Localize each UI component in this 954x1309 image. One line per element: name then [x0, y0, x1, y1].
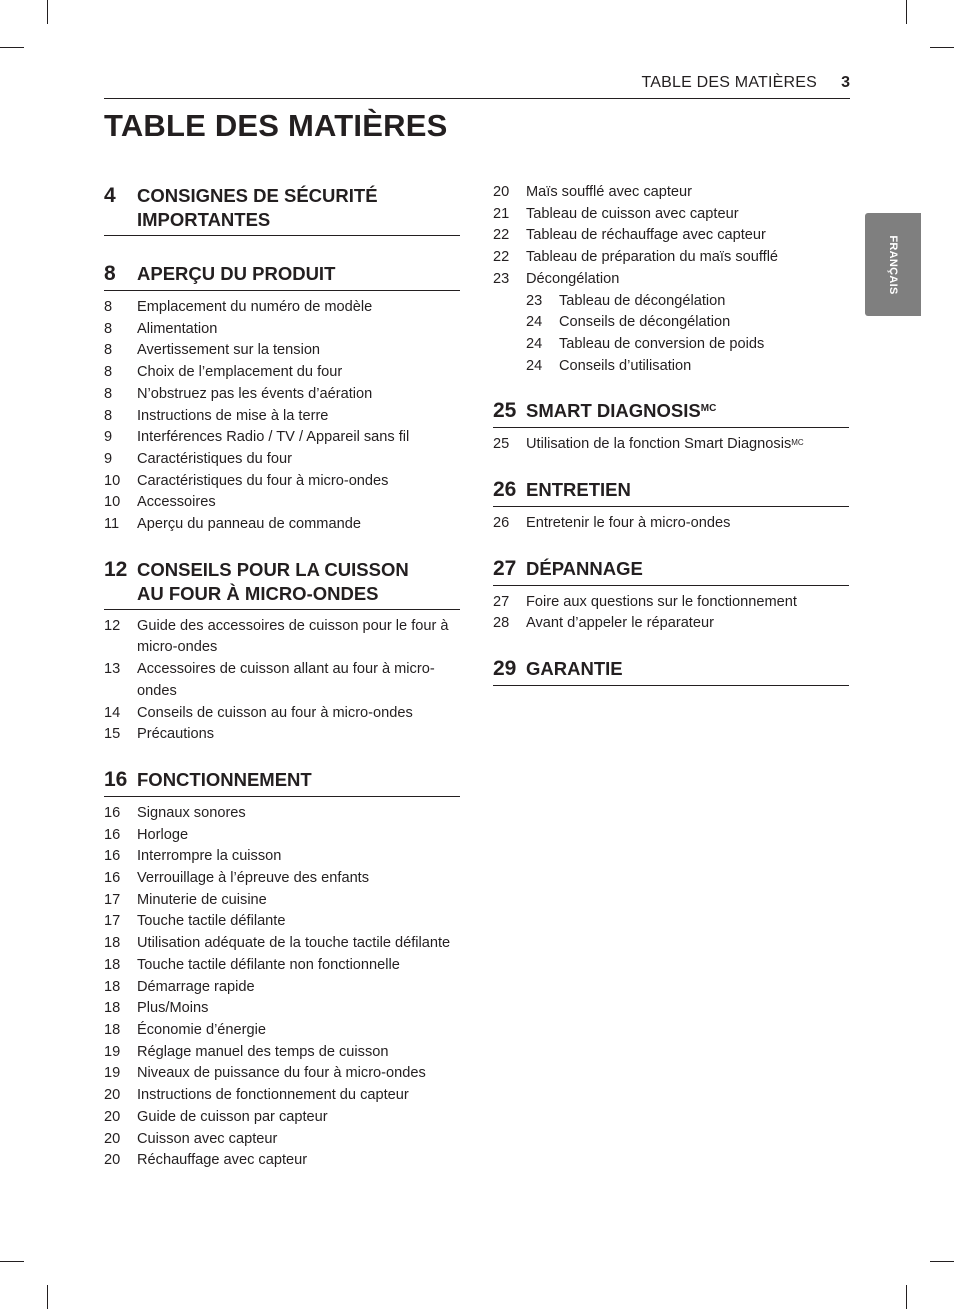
entry-page: 16 — [104, 848, 121, 865]
page-title: TABLE DES MATIÈRES — [104, 108, 448, 143]
toc-entry[interactable] — [104, 825, 460, 847]
section-heading[interactable] — [493, 397, 849, 428]
entry-page: 8 — [104, 320, 113, 337]
toc-entry[interactable] — [104, 724, 460, 746]
trademark-superscript: MC — [791, 438, 804, 448]
toc-entry[interactable] — [104, 1129, 460, 1151]
toc-entry[interactable] — [104, 616, 460, 659]
entry-list — [493, 182, 849, 377]
toc-entry[interactable] — [104, 703, 460, 725]
entry-text: Tableau de réchauffage avec capteur — [526, 227, 766, 244]
running-header — [104, 72, 850, 99]
section-title-text: SMART DIAGNOSIS — [526, 400, 701, 422]
toc-left-column — [104, 182, 460, 1172]
entry-text: Caractéristiques du four — [137, 450, 292, 467]
toc-entry[interactable] — [104, 955, 460, 977]
section-page-number: 8 — [104, 262, 116, 285]
entry-page: 20 — [104, 1108, 121, 1125]
entry-list — [493, 513, 849, 535]
toc-entry[interactable] — [104, 659, 460, 702]
entry-text: Conseils de décongélation — [559, 314, 731, 331]
entry-page: 28 — [493, 615, 510, 632]
entry-page: 19 — [104, 1065, 121, 1082]
entry-text: N’obstruez pas les évents d’aération — [137, 385, 373, 402]
toc-entry[interactable] — [104, 319, 460, 341]
entry-text: Verrouillage à l’épreuve des enfants — [137, 870, 370, 887]
entry-page: 16 — [104, 804, 121, 821]
entry-page: 16 — [104, 826, 121, 843]
entry-text: Entretenir le four à micro-ondes — [526, 515, 731, 532]
entry-page: 18 — [104, 978, 121, 995]
entry-text: Foire aux questions sur le fonctionnement — [526, 593, 797, 610]
entry-text: Tableau de décongélation — [559, 292, 726, 309]
toc-entry[interactable] — [493, 247, 849, 269]
section-title-line: AU FOUR À MICRO-ONDES — [137, 582, 379, 604]
toc-sub-entry[interactable] — [493, 291, 849, 313]
toc-section-29 — [493, 655, 849, 686]
entry-text: Interrompre la cuisson — [137, 848, 282, 865]
entry-page: 8 — [104, 407, 113, 424]
entry-text: Réchauffage avec capteur — [137, 1152, 308, 1169]
entry-text: Tableau de cuisson avec capteur — [526, 205, 739, 222]
entry-page: 24 — [526, 357, 543, 374]
entry-page: 20 — [104, 1087, 121, 1104]
toc-section-8 — [104, 260, 460, 536]
toc-entry[interactable] — [493, 182, 849, 204]
entry-page: 21 — [493, 205, 510, 222]
entry-list — [104, 616, 460, 746]
entry-page: 27 — [493, 593, 510, 610]
entry-text: Maïs soufflé avec capteur — [526, 184, 693, 200]
section-heading[interactable] — [493, 476, 849, 507]
entry-text: Horloge — [137, 826, 189, 843]
entry-text: Démarrage rapide — [137, 978, 255, 995]
entry-text: Économie d’énergie — [137, 1021, 266, 1038]
section-page-number: 26 — [493, 478, 517, 502]
entry-text: Choix de l’emplacement du four — [137, 364, 343, 381]
entry-text: Tableau de conversion de poids — [559, 335, 765, 352]
toc-entry[interactable] — [104, 297, 460, 319]
entry-text: Touche tactile défilante — [137, 913, 286, 930]
trademark-superscript: MC — [700, 403, 717, 415]
page-number: 3 — [841, 74, 850, 91]
toc-entry[interactable] — [493, 513, 849, 535]
toc-section-26 — [493, 476, 849, 535]
crop-mark — [0, 47, 24, 48]
section-title: DÉPANNAGE — [526, 557, 643, 579]
entry-page: 23 — [493, 270, 510, 287]
language-tab — [865, 213, 921, 316]
entry-list — [493, 592, 849, 635]
toc-section-4 — [104, 182, 460, 236]
entry-text: Plus/Moins — [137, 1000, 209, 1017]
section-title: FONCTIONNEMENT — [137, 768, 312, 790]
section-title — [137, 182, 378, 232]
toc-section-25 — [493, 397, 849, 456]
entry-page: 8 — [104, 364, 113, 381]
entry-page: 19 — [104, 1043, 121, 1060]
toc-entry[interactable] — [104, 406, 460, 428]
entry-page: 11 — [104, 516, 120, 533]
section-title-line: CONSEILS POUR LA CUISSON — [137, 558, 409, 580]
running-title: TABLE DES MATIÈRES — [641, 74, 817, 91]
entry-page: 9 — [104, 450, 113, 467]
entry-page: 18 — [104, 1000, 121, 1017]
crop-mark — [906, 1285, 907, 1309]
section-heading[interactable] — [493, 555, 849, 586]
entry-page: 14 — [104, 704, 121, 721]
section-page-number: 4 — [104, 184, 116, 207]
entry-text: Tableau de préparation du maïs soufflé — [526, 249, 779, 266]
entry-page: 18 — [104, 935, 121, 952]
entry-text: Utilisation adéquate de la touche tactile défilante — [137, 935, 451, 952]
entry-text: Emplacement du numéro de modèle — [137, 299, 373, 315]
toc-entry[interactable] — [104, 933, 460, 955]
section-page-number: 12 — [104, 557, 128, 581]
entry-page: 13 — [104, 661, 121, 678]
section-page-number: 29 — [493, 657, 517, 681]
entry-page: 24 — [526, 335, 543, 352]
toc-entry[interactable] — [104, 803, 460, 825]
section-title-line: CONSIGNES DE SÉCURITÉ — [137, 185, 378, 206]
entry-text: Interférences Radio / TV / Appareil sans fil — [137, 429, 410, 446]
toc-entry[interactable] — [493, 434, 849, 456]
entry-text: Signaux sonores — [137, 804, 246, 821]
toc-entry[interactable] — [104, 340, 460, 362]
toc-sub-entry[interactable] — [493, 356, 849, 378]
toc-entry[interactable] — [104, 846, 460, 868]
entry-text — [526, 434, 849, 456]
entry-text: Réglage manuel des temps de cuisson — [137, 1043, 389, 1060]
entry-page: 23 — [526, 292, 543, 309]
toc-entry[interactable] — [104, 514, 460, 536]
entry-text: Touche tactile défilante non fonctionnelle — [137, 956, 400, 973]
toc-entry[interactable] — [104, 1042, 460, 1064]
section-page-number: 16 — [104, 767, 128, 791]
entry-text: Avant d’appeler le réparateur — [526, 615, 714, 632]
entry-page: 10 — [104, 472, 121, 489]
entry-text: Minuterie de cuisine — [137, 891, 267, 908]
entry-page: 10 — [104, 494, 121, 511]
toc-entry[interactable] — [493, 613, 849, 635]
toc-entry[interactable] — [104, 427, 460, 449]
entry-page: 22 — [493, 249, 510, 266]
toc-entry[interactable] — [493, 269, 849, 291]
toc-entry[interactable] — [104, 362, 460, 384]
entry-page: 16 — [104, 870, 121, 887]
section-title: ENTRETIEN — [526, 479, 631, 501]
entry-page: 24 — [526, 314, 543, 331]
toc-sub-entry[interactable] — [493, 312, 849, 334]
section-title: APERÇU DU PRODUIT — [137, 263, 336, 284]
toc-entry[interactable] — [104, 449, 460, 471]
section-heading[interactable] — [104, 766, 460, 797]
toc-entry[interactable] — [104, 1063, 460, 1085]
entry-page: 20 — [493, 184, 510, 200]
entry-text: Instructions de fonctionnement du capteur — [137, 1087, 409, 1104]
entry-text: Accessoires de cuisson allant au four à micro-ondes — [137, 661, 435, 699]
toc-entry[interactable] — [104, 1085, 460, 1107]
toc-entry[interactable] — [104, 471, 460, 493]
toc-entry[interactable] — [104, 492, 460, 514]
toc-entry[interactable] — [493, 204, 849, 226]
toc-entry[interactable] — [104, 998, 460, 1020]
entry-text: Niveaux de puissance du four à micro-ondes — [137, 1065, 426, 1082]
entry-text: Conseils d’utilisation — [559, 357, 692, 374]
toc-entry[interactable] — [104, 1107, 460, 1129]
section-page-number: 25 — [493, 399, 517, 423]
toc-entry[interactable] — [104, 977, 460, 999]
toc-right-column — [493, 182, 849, 686]
entry-page: 8 — [104, 342, 113, 359]
entry-text: Guide de cuisson par capteur — [137, 1108, 328, 1125]
entry-text: Précautions — [137, 726, 215, 743]
language-tab-label: FRANÇAIS — [887, 234, 899, 295]
entry-page: 9 — [104, 429, 113, 446]
entry-page: 25 — [493, 436, 510, 453]
toc-entry[interactable] — [104, 1020, 460, 1042]
crop-mark — [47, 0, 48, 24]
toc-entry[interactable] — [104, 384, 460, 406]
entry-text: Alimentation — [137, 320, 218, 337]
section-page-number: 27 — [493, 556, 517, 580]
entry-page: 26 — [493, 515, 510, 532]
entry-page: 12 — [104, 617, 121, 634]
entry-text: Avertissement sur la tension — [137, 342, 321, 359]
toc-section-27 — [493, 555, 849, 635]
entry-text: Guide des accessoires de cuisson pour le four à micro-ondes — [137, 617, 449, 656]
entry-page: 8 — [104, 385, 113, 402]
crop-mark — [47, 1285, 48, 1309]
section-heading[interactable] — [104, 182, 460, 236]
entry-page: 17 — [104, 891, 121, 908]
section-heading[interactable] — [104, 556, 460, 610]
entry-text: Aperçu du panneau de commande — [137, 516, 361, 533]
entry-page: 18 — [104, 956, 121, 973]
entry-page: 17 — [104, 913, 121, 930]
entry-text: Conseils de cuisson au four à micro-ondes — [137, 704, 413, 721]
section-title: GARANTIE — [526, 658, 623, 680]
entry-page: 15 — [104, 726, 121, 743]
section-heading[interactable] — [493, 655, 849, 686]
entry-text: Caractéristiques du four à micro-ondes — [137, 472, 389, 489]
entry-page: 18 — [104, 1021, 121, 1038]
toc-entry[interactable] — [104, 911, 460, 933]
toc-entry[interactable] — [493, 225, 849, 247]
toc-entry[interactable] — [493, 592, 849, 614]
entry-list — [104, 297, 460, 536]
entry-page: 20 — [104, 1152, 121, 1169]
toc-entry[interactable] — [104, 1150, 460, 1172]
section-title — [137, 556, 409, 606]
crop-mark — [930, 1261, 954, 1262]
toc-section-16 — [104, 766, 460, 1172]
entry-page: 8 — [104, 299, 113, 315]
toc-sub-entry[interactable] — [493, 334, 849, 356]
entry-page: 20 — [104, 1130, 121, 1147]
toc-section-12 — [104, 556, 460, 746]
entry-text-main: Utilisation de la fonction Smart Diagnosis — [526, 436, 792, 453]
entry-text: Cuisson avec capteur — [137, 1130, 278, 1147]
crop-mark — [0, 1261, 24, 1262]
section-heading[interactable] — [104, 260, 460, 291]
entry-list — [493, 434, 849, 456]
section-title-line: IMPORTANTES — [137, 209, 271, 230]
crop-mark — [906, 0, 907, 24]
entry-text: Instructions de mise à la terre — [137, 407, 329, 424]
toc-entry[interactable] — [104, 890, 460, 912]
section-title — [526, 397, 716, 423]
crop-mark — [930, 47, 954, 48]
entry-page: 22 — [493, 227, 510, 244]
entry-list — [104, 803, 460, 1172]
entry-text: Décongélation — [526, 270, 620, 287]
entry-text: Accessoires — [137, 494, 216, 511]
toc-entry[interactable] — [104, 868, 460, 890]
